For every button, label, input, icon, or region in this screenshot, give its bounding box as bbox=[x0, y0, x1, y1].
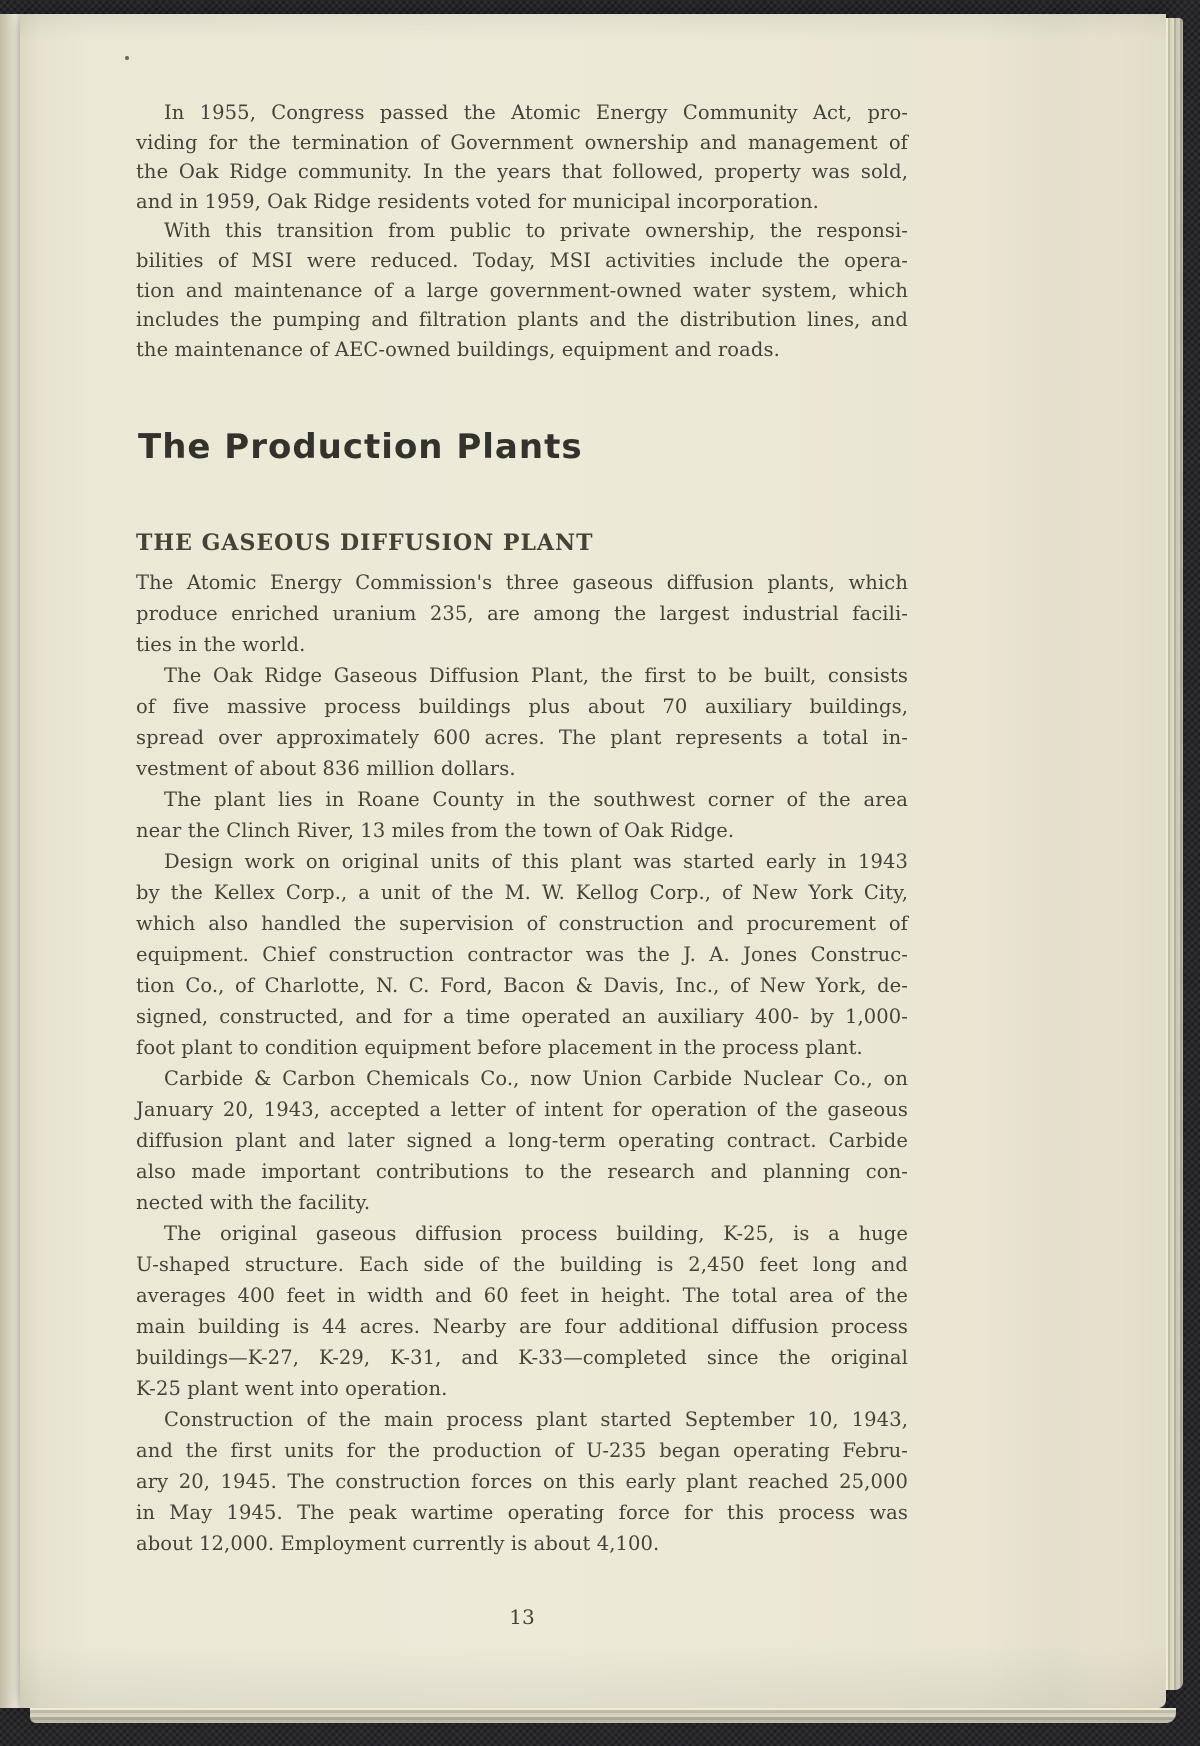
text-line: bilities of MSI were reduced. Today, MSI activities include the opera- bbox=[136, 248, 908, 272]
paragraph bbox=[136, 98, 908, 216]
text-line: nected with the facility. bbox=[136, 1191, 371, 1214]
body-paragraphs bbox=[136, 567, 908, 1559]
paragraph bbox=[136, 784, 908, 846]
section-subheading: THE GASEOUS DIFFUSION PLANT bbox=[136, 530, 594, 557]
paragraph bbox=[136, 216, 908, 364]
text-line: buildings—K-27, K-29, K-31, and K-33—completed since the original bbox=[136, 1346, 908, 1369]
text-line: Design work on original units of this plant was started early in 1943 bbox=[164, 850, 908, 873]
text-line: ties in the world. bbox=[136, 633, 306, 656]
page-edge-stack-right bbox=[1166, 18, 1183, 1690]
text-line: of five massive process buildings plus about 70 auxiliary buildings, bbox=[136, 695, 908, 718]
text-line: main building is 44 acres. Nearby are four additional diffusion process bbox=[136, 1315, 908, 1338]
paragraph bbox=[136, 1063, 908, 1218]
text-line: averages 400 feet in width and 60 feet in height. The total area of the bbox=[136, 1284, 908, 1307]
text-line: ary 20, 1945. The construction forces on this early plant reached 25,000 bbox=[136, 1470, 908, 1493]
text-line: Construction of the main process plant started September 10, 1943, bbox=[164, 1408, 908, 1431]
page-edge-stack-bottom bbox=[30, 1708, 1176, 1723]
book-page bbox=[20, 14, 1166, 1708]
text-line: signed, constructed, and for a time operated an auxiliary 400- by 1,000- bbox=[136, 1005, 908, 1028]
paragraph bbox=[136, 1218, 908, 1404]
text-line: the maintenance of AEC-owned buildings, equipment and roads. bbox=[136, 337, 780, 361]
text-line: vestment of about 836 million dollars. bbox=[136, 757, 516, 780]
text-line: U-shaped structure. Each side of the building is 2,450 feet long and bbox=[136, 1253, 908, 1276]
text-line: which also handled the supervision of construction and procurement of bbox=[136, 912, 908, 935]
page-curvature-shading bbox=[980, 14, 1120, 1708]
text-line: foot plant to condition equipment before placement in the process plant. bbox=[136, 1036, 863, 1059]
text-line: With this transition from public to private ownership, the responsi- bbox=[164, 219, 908, 243]
text-line: January 20, 1943, accepted a letter of intent for operation of the gaseous bbox=[136, 1098, 908, 1121]
text-line: the Oak Ridge community. In the years that followed, property was sold, bbox=[136, 160, 908, 184]
text-line: The plant lies in Roane County in the southwest corner of the area bbox=[164, 788, 908, 811]
text-line: also made important contributions to the research and planning con- bbox=[136, 1160, 908, 1183]
text-line: viding for the termination of Government ownership and management of bbox=[136, 130, 908, 154]
text-line: Carbide & Carbon Chemicals Co., now Union Carbide Nuclear Co., on bbox=[164, 1067, 908, 1090]
text-line: The Oak Ridge Gaseous Diffusion Plant, the first to be built, consists bbox=[164, 664, 908, 687]
paragraph bbox=[136, 567, 908, 660]
text-line: equipment. Chief construction contractor was the J. A. Jones Construc- bbox=[136, 943, 908, 966]
paragraph bbox=[136, 846, 908, 1063]
section-heading: The Production Plants bbox=[138, 426, 583, 467]
text-line: diffusion plant and later signed a long-term operating contract. Carbide bbox=[136, 1129, 908, 1152]
dust-speck bbox=[125, 56, 129, 60]
text-line: spread over approximately 600 acres. The plant represents a total in- bbox=[136, 726, 908, 749]
text-line: The Atomic Energy Commission's three gaseous diffusion plants, which bbox=[136, 571, 908, 594]
text-line: produce enriched uranium 235, are among the largest industrial facili- bbox=[136, 602, 908, 625]
text-line: In 1955, Congress passed the Atomic Energy Community Act, pro- bbox=[164, 101, 908, 124]
text-line: tion and maintenance of a large government-owned water system, which bbox=[136, 278, 908, 302]
paragraph bbox=[136, 660, 908, 784]
intro-paragraphs bbox=[136, 98, 908, 364]
text-line: and the first units for the production of U-235 began operating Febru- bbox=[136, 1439, 908, 1462]
text-line: by the Kellex Corp., a unit of the M. W. Kellog Corp., of New York City, bbox=[136, 881, 908, 904]
text-line: about 12,000. Employment currently is about 4,100. bbox=[136, 1532, 660, 1555]
page-number: 13 bbox=[509, 1605, 535, 1629]
text-line: K-25 plant went into operation. bbox=[136, 1377, 448, 1400]
text-line: includes the pumping and filtration plants and the distribution lines, and bbox=[136, 308, 908, 332]
book-gutter-fold bbox=[0, 14, 20, 1708]
paragraph bbox=[136, 1404, 908, 1559]
text-line: in May 1945. The peak wartime operating force for this process was bbox=[136, 1501, 908, 1524]
text-line: and in 1959, Oak Ridge residents voted for municipal incorporation. bbox=[136, 189, 819, 213]
text-line: tion Co., of Charlotte, N. C. Ford, Bacon & Davis, Inc., of New York, de- bbox=[136, 974, 908, 997]
text-line: The original gaseous diffusion process building, K-25, is a huge bbox=[164, 1222, 908, 1245]
text-line: near the Clinch River, 13 miles from the town of Oak Ridge. bbox=[136, 819, 735, 842]
